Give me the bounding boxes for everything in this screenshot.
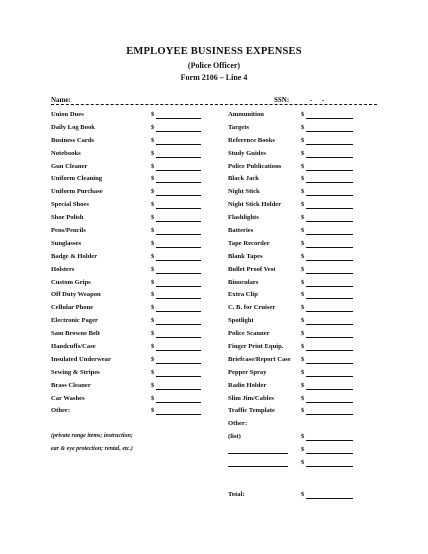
dollar-sign: $ (301, 188, 305, 196)
expense-row (51, 343, 211, 356)
expense-label: Radio Holder (228, 381, 267, 389)
expense-row (51, 175, 211, 188)
left-expense-column (51, 111, 211, 420)
expense-label: Custom Grips (51, 278, 91, 286)
expense-row (51, 163, 211, 176)
amount-field[interactable] (156, 376, 201, 377)
expense-row (51, 407, 211, 420)
expense-label: Off Duty Weapon (51, 291, 101, 299)
expense-row (228, 382, 388, 395)
expense-label: Targets (228, 123, 250, 131)
dollar-sign: $ (301, 343, 305, 351)
expense-label: Pens/Pencils (51, 227, 86, 235)
expense-label: Union Dues (51, 111, 84, 118)
amount-field[interactable] (306, 440, 353, 441)
dollar-sign: $ (151, 201, 155, 209)
dollar-sign: $ (151, 381, 155, 389)
expense-label: Night Stick Holder (228, 201, 282, 209)
expense-label: Cellular Phone (51, 304, 94, 312)
amount-field[interactable] (156, 195, 201, 196)
expense-row (51, 279, 211, 292)
dollar-sign: $ (151, 368, 155, 376)
expense-row (51, 124, 211, 137)
expense-row (228, 395, 388, 408)
amount-field[interactable] (156, 414, 201, 415)
expense-row (51, 291, 211, 304)
dollar-sign: $ (301, 291, 305, 299)
expense-row (51, 304, 211, 317)
dollar-sign: $ (301, 433, 305, 441)
expense-label: Night Stick (228, 188, 260, 196)
dollar-sign: $ (151, 330, 155, 338)
expense-row (51, 317, 211, 330)
amount-field[interactable] (156, 273, 201, 274)
expense-label: Batteries (228, 227, 254, 235)
name-label: Name: (51, 96, 71, 104)
dollar-sign: $ (151, 239, 155, 247)
form-title: EMPLOYEE BUSINESS EXPENSES (126, 46, 302, 57)
dollar-sign: $ (151, 265, 155, 273)
dollar-sign: $ (301, 459, 305, 467)
expense-label: Spotlight (228, 317, 254, 325)
expense-row (51, 214, 211, 227)
expense-label: Brass Cleaner (51, 381, 91, 389)
dollar-sign: $ (151, 291, 155, 299)
expense-label: Sam Browne Belt (51, 330, 100, 338)
expense-row (51, 111, 211, 124)
amount-field[interactable] (306, 247, 353, 248)
dollar-sign: $ (301, 446, 305, 454)
expense-label: Flashlights (228, 214, 259, 222)
dollar-sign: $ (151, 149, 155, 157)
ssn-label: SSN: (274, 96, 290, 104)
amount-field[interactable] (156, 260, 201, 261)
expense-label: Handcuffs/Case (51, 343, 96, 351)
amount-field[interactable] (306, 208, 353, 209)
expense-label: Sewing & Stripes (51, 368, 100, 376)
amount-field[interactable] (306, 260, 353, 261)
dollar-sign: $ (301, 278, 305, 286)
expense-label: Bullet Proof Vest (228, 265, 276, 273)
dollar-sign: $ (301, 394, 305, 402)
expense-row (228, 446, 388, 459)
dollar-sign: $ (151, 304, 155, 312)
dollar-sign: $ (301, 201, 305, 209)
dollar-sign: $ (301, 355, 305, 363)
expense-row (228, 111, 388, 124)
expense-label: (list) (228, 433, 241, 441)
amount-field[interactable] (306, 170, 353, 171)
expense-row (228, 150, 388, 163)
expense-label: Reference Books (228, 136, 275, 144)
expense-row (228, 317, 388, 330)
expense-row (51, 253, 211, 266)
amount-field[interactable] (156, 131, 201, 132)
dollar-sign: $ (301, 265, 305, 273)
expense-row (228, 279, 388, 292)
amount-field[interactable] (156, 350, 201, 351)
amount-field[interactable] (306, 466, 353, 467)
dollar-sign: $ (151, 162, 155, 170)
expense-label: Finger Print Equip. (228, 343, 284, 351)
expense-label: Car Washes (51, 394, 85, 402)
amount-field[interactable] (156, 286, 201, 287)
expense-label: Study Guides (228, 149, 266, 157)
expense-row (228, 175, 388, 188)
expense-label: Insulated Underwear (51, 355, 111, 363)
expense-label: Gun Cleaner (51, 162, 88, 170)
amount-field[interactable] (156, 337, 201, 338)
amount-field[interactable] (156, 144, 201, 145)
amount-field[interactable] (156, 118, 201, 119)
dollar-sign: $ (151, 394, 155, 402)
dollar-sign: $ (151, 407, 155, 415)
expense-label: Briefcase/Report Case (228, 355, 291, 363)
amount-field[interactable] (306, 144, 353, 145)
dollar-sign: $ (301, 111, 305, 118)
expense-row (228, 433, 388, 446)
expense-row (228, 420, 388, 433)
expense-label: Traffic Template (228, 407, 275, 415)
dollar-sign: $ (151, 252, 155, 260)
expense-row (228, 266, 388, 279)
dollar-sign: $ (151, 227, 155, 235)
expense-row (228, 459, 388, 472)
expense-row (51, 188, 211, 201)
expense-row (228, 330, 388, 343)
expense-label: Slim Jim/Cables (228, 394, 274, 402)
dollar-sign: $ (301, 304, 305, 312)
expense-row (228, 201, 388, 214)
expense-label: Uniform Purchase (51, 188, 103, 196)
expense-row (51, 201, 211, 214)
expense-row (228, 240, 388, 253)
expense-row (51, 150, 211, 163)
dollar-sign: $ (301, 175, 305, 183)
dollar-sign: $ (301, 368, 305, 376)
dollar-sign: $ (301, 330, 305, 338)
expense-row (228, 253, 388, 266)
expense-label: Blank Tapes (228, 252, 263, 260)
dollar-sign: $ (151, 343, 155, 351)
dollar-sign: $ (301, 214, 305, 222)
other-note-line-1: (private range items; instruction; (51, 433, 133, 439)
right-expense-column (228, 111, 388, 472)
amount-field[interactable] (156, 402, 201, 403)
dollar-sign: $ (151, 214, 155, 222)
amount-field[interactable] (306, 298, 353, 299)
amount-field[interactable] (156, 182, 201, 183)
amount-field[interactable] (306, 195, 353, 196)
dollar-sign: $ (301, 317, 305, 325)
dashed-divider (51, 104, 377, 105)
dollar-sign: $ (301, 252, 305, 260)
expense-label: Electronic Pager (51, 317, 98, 325)
amount-field[interactable] (156, 208, 201, 209)
amount-field[interactable] (306, 234, 353, 235)
dollar-sign: $ (301, 239, 305, 247)
expense-label: Ammunition (228, 111, 264, 118)
amount-field[interactable] (306, 389, 353, 390)
expense-row (228, 214, 388, 227)
amount-field[interactable] (156, 234, 201, 235)
amount-field[interactable] (306, 311, 353, 312)
expense-row (228, 356, 388, 369)
amount-field[interactable] (306, 221, 353, 222)
form-subtitle-form: Form 2106 – Line 4 (180, 73, 248, 82)
expense-label: Special Shoes (51, 201, 89, 209)
amount-field[interactable] (306, 118, 353, 119)
dollar-sign: $ (151, 188, 155, 196)
expense-label: Other: (228, 420, 248, 428)
amount-field[interactable] (306, 182, 353, 183)
dollar-sign: $ (151, 278, 155, 286)
expense-row (228, 343, 388, 356)
amount-field[interactable] (306, 376, 353, 377)
amount-field[interactable] (306, 286, 353, 287)
expense-label (228, 453, 288, 454)
expense-row (228, 407, 388, 420)
dollar-sign: $ (301, 227, 305, 235)
expense-label: Daily Log Book (51, 123, 95, 131)
amount-field[interactable] (306, 402, 353, 403)
dollar-sign: $ (301, 123, 305, 131)
amount-field[interactable] (306, 131, 353, 132)
expense-row (51, 240, 211, 253)
dollar-sign: $ (151, 123, 155, 131)
amount-field[interactable] (156, 170, 201, 171)
total-dollar-sign: $ (301, 491, 305, 498)
amount-field[interactable] (306, 453, 353, 454)
expense-row (228, 163, 388, 176)
expense-label: Notebooks (51, 149, 81, 157)
amount-field[interactable] (156, 157, 201, 158)
expense-label: Business Cards (51, 136, 95, 144)
amount-field[interactable] (156, 298, 201, 299)
expense-label: Police Scanner (228, 330, 270, 338)
expense-row (228, 227, 388, 240)
expense-row (51, 330, 211, 343)
expense-label: C. B. for Cruiser (228, 304, 276, 312)
amount-field[interactable] (156, 221, 201, 222)
expense-label: Tape Recorder (228, 239, 270, 247)
expense-row (51, 356, 211, 369)
expense-row (51, 382, 211, 395)
expense-label: Black Jack (228, 175, 259, 183)
amount-field[interactable] (306, 324, 353, 325)
dollar-sign: $ (151, 111, 155, 118)
dollar-sign: $ (151, 355, 155, 363)
amount-field[interactable] (306, 363, 353, 364)
amount-field[interactable] (156, 324, 201, 325)
total-amount-field[interactable] (306, 498, 353, 499)
expense-row (228, 188, 388, 201)
dollar-sign: $ (151, 317, 155, 325)
expense-row (228, 137, 388, 150)
amount-field[interactable] (156, 389, 201, 390)
amount-field[interactable] (156, 363, 201, 364)
expense-label: Binoculars (228, 278, 259, 286)
expense-row (51, 137, 211, 150)
expense-label: Extra Clip (228, 291, 258, 299)
expense-label: Police Publications (228, 162, 282, 170)
expense-row (51, 227, 211, 240)
expense-label: Uniform Cleaning (51, 175, 103, 183)
ssn-value: - - (310, 96, 325, 104)
other-note-line-2: ear & eye protection; rental, etc.) (51, 446, 133, 452)
expense-row (51, 395, 211, 408)
expense-row (51, 266, 211, 279)
form-subtitle-role: (Police Officer) (187, 61, 241, 70)
dollar-sign: $ (151, 136, 155, 144)
expense-label (228, 466, 288, 467)
expense-row (51, 369, 211, 382)
dollar-sign: $ (301, 162, 305, 170)
expense-label: Other: (51, 407, 71, 415)
dollar-sign: $ (151, 175, 155, 183)
expense-label: Badge & Holder (51, 252, 98, 260)
amount-field[interactable] (306, 337, 353, 338)
expense-label: Sunglasses (51, 239, 82, 247)
amount-field[interactable] (156, 247, 201, 248)
amount-field[interactable] (306, 414, 353, 415)
amount-field[interactable] (306, 350, 353, 351)
total-label: Total: (228, 491, 245, 498)
expense-row (228, 124, 388, 137)
amount-field[interactable] (306, 157, 353, 158)
expense-label: Holsters (51, 265, 75, 273)
dollar-sign: $ (301, 149, 305, 157)
dollar-sign: $ (301, 381, 305, 389)
expense-row (228, 369, 388, 382)
expense-label: Pepper Spray (228, 368, 267, 376)
expense-row (228, 304, 388, 317)
expense-row (228, 291, 388, 304)
expense-label: Shoe Polish (51, 214, 84, 222)
amount-field[interactable] (156, 311, 201, 312)
dollar-sign: $ (301, 407, 305, 415)
dollar-sign: $ (301, 136, 305, 144)
amount-field[interactable] (306, 273, 353, 274)
